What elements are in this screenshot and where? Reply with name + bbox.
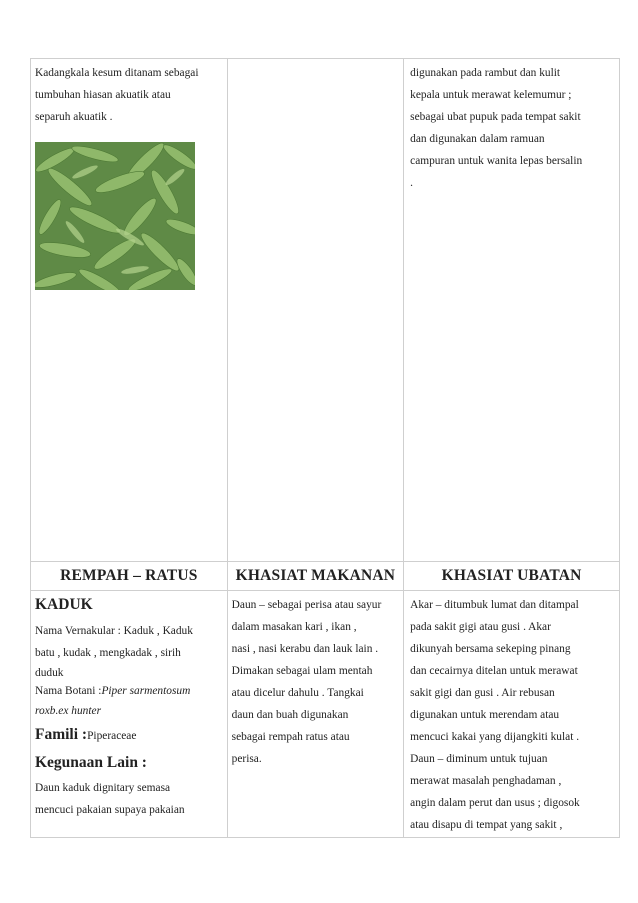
text-line: duduk (35, 667, 64, 679)
text-line: mencuci kakai yang dijangkiti kulat . (410, 731, 580, 743)
header-row (31, 562, 620, 591)
text-line: Akar – ditumbuk lumat dan ditampal (410, 599, 579, 611)
kesum-plant-photo (35, 142, 195, 290)
text-line: angin dalam perut dan usus ; digosok (410, 797, 580, 809)
herb-title: KADUK (35, 596, 93, 613)
text-line: dan cecairnya ditelan untuk merawat (410, 665, 578, 677)
text-line: . (410, 177, 413, 189)
table-row (31, 591, 620, 838)
text-line: digunakan pada rambut dan kulit (410, 67, 561, 79)
kesum-ubatan-cell (404, 59, 620, 562)
kaduk-info-cell (31, 591, 228, 838)
text-line: dan digunakan dalam ramuan (410, 133, 545, 145)
header-khasiat-makanan: KHASIAT MAKANAN (227, 562, 403, 591)
text-line: atau dicelur dahulu . Tangkai (231, 687, 364, 699)
text-line: Daun – sebagai perisa atau sayur (231, 599, 382, 611)
text-line: daun dan buah digunakan (231, 709, 349, 721)
famili-value: Piperaceae (87, 730, 137, 742)
botani-name: roxb.ex hunter (35, 705, 102, 717)
text-line: campuran untuk wanita lepas bersalin (410, 155, 583, 167)
text-line: Daun – diminum untuk tujuan (410, 753, 548, 765)
header-rempah-ratus: REMPAH – RATUS (31, 562, 228, 591)
famili-line (35, 722, 223, 749)
herb-table (30, 58, 620, 838)
text-line: digunakan untuk merendam atau (410, 709, 560, 721)
kegunaan-label: Kegunaan Lain : (35, 754, 147, 771)
text-line: merawat masalah penghadaman , (410, 775, 562, 787)
kesum-description-cell (31, 59, 228, 562)
botani-line (35, 682, 223, 700)
text-line: sebagai ubat pupuk pada tempat sakit (410, 111, 581, 123)
text-line: perisa. (231, 753, 262, 765)
text-line: atau disapu di tempat yang sakit , (410, 819, 563, 831)
text-line: Dimakan sebagai ulam mentah (231, 665, 373, 677)
botani-name: Piper sarmentosum (101, 685, 191, 697)
kaduk-makanan-cell (227, 591, 403, 838)
text-line (35, 700, 223, 722)
text-line: Daun kaduk dignitary semasa (35, 782, 171, 794)
empty-cell (227, 59, 403, 562)
text-line: mencuci pakaian supaya pakaian (35, 804, 185, 816)
botani-label: Nama Botani : (35, 685, 102, 697)
text-line: kepala untuk merawat kelemumur ; (410, 89, 572, 101)
header-khasiat-ubatan: KHASIAT UBATAN (404, 562, 620, 591)
text-line: sakit gigi dan gusi . Air rebusan (410, 687, 555, 699)
text-line: pada sakit gigi atau gusi . Akar (410, 621, 551, 633)
text-line: Nama Vernakular : Kaduk , Kaduk (35, 625, 193, 637)
text-line: nasi , nasi kerabu dan lauk lain . (231, 643, 379, 655)
text-line: Kadangkala kesum ditanam sebagai (35, 67, 199, 79)
text-line: batu , kudak , mengkadak , sirih (35, 647, 181, 659)
text-line: tumbuhan hiasan akuatik atau (35, 89, 171, 101)
text-line: dikunyah bersama sekeping pinang (410, 643, 571, 655)
text-line: dalam masakan kari , ikan , (231, 621, 357, 633)
text-line: sebagai rempah ratus atau (231, 731, 350, 743)
text-line: separuh akuatik . (35, 111, 113, 123)
table-row (31, 59, 620, 562)
kaduk-ubatan-cell (404, 591, 620, 838)
famili-label: Famili : (35, 726, 88, 743)
